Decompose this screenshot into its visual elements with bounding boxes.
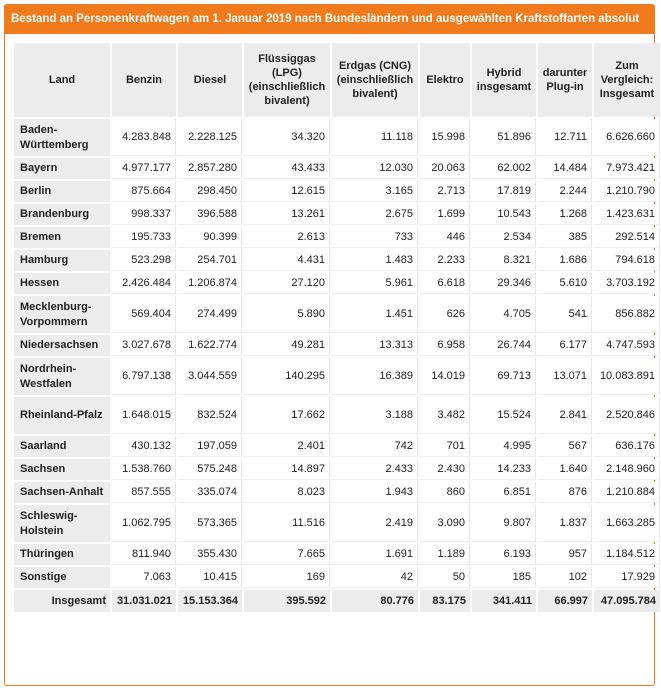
cell-hybrid: 2.534 bbox=[472, 227, 536, 248]
table-row bbox=[14, 158, 660, 179]
cell-lpg: 27.120 bbox=[244, 273, 330, 294]
column-header-insgesamt: Zum Vergleich: Insgesamt bbox=[594, 43, 660, 117]
cell-diesel: 1.622.774 bbox=[178, 335, 242, 356]
cell-diesel: 197.059 bbox=[178, 436, 242, 457]
column-header-lpg: Flüssiggas (LPG) (einschließlich bivalent) bbox=[244, 43, 330, 117]
cell-insgesamt: 2.148.960 bbox=[594, 459, 660, 480]
cell-elektro: 2.233 bbox=[420, 250, 470, 271]
row-label: Niedersachsen bbox=[14, 335, 110, 356]
cell-diesel: 298.450 bbox=[178, 181, 242, 202]
cell-benzin: 811.940 bbox=[112, 544, 176, 565]
cell-plugin: 1.686 bbox=[538, 250, 592, 271]
cell-lpg: 13.261 bbox=[244, 204, 330, 225]
cell-plugin: 876 bbox=[538, 482, 592, 503]
cell-plugin: 385 bbox=[538, 227, 592, 248]
cell-diesel: 355.430 bbox=[178, 544, 242, 565]
cell-cng: 1.451 bbox=[332, 296, 418, 333]
cell-lpg: 49.281 bbox=[244, 335, 330, 356]
cell-benzin: 875.664 bbox=[112, 181, 176, 202]
row-label: Sonstige bbox=[14, 567, 110, 588]
cell-plugin: 567 bbox=[538, 436, 592, 457]
cell-cng: 16.389 bbox=[332, 358, 418, 395]
total-label: Insgesamt bbox=[14, 590, 110, 612]
cell-hybrid: 14.233 bbox=[472, 459, 536, 480]
cell-lpg: 17.662 bbox=[244, 397, 330, 434]
cell-elektro: 6.958 bbox=[420, 335, 470, 356]
column-header-plugin: darunter Plug-in bbox=[538, 43, 592, 117]
cell-hybrid: 29.346 bbox=[472, 273, 536, 294]
row-label: Rheinland-Pfalz bbox=[14, 397, 110, 434]
cell-hybrid: 62.002 bbox=[472, 158, 536, 179]
cell-elektro: 83.175 bbox=[420, 590, 470, 612]
cell-benzin: 6.797.138 bbox=[112, 358, 176, 395]
table-row bbox=[14, 227, 660, 248]
cell-lpg: 12.615 bbox=[244, 181, 330, 202]
cell-hybrid: 8.321 bbox=[472, 250, 536, 271]
column-header-land: Land bbox=[14, 43, 110, 117]
table-row bbox=[14, 482, 660, 503]
row-label: Hamburg bbox=[14, 250, 110, 271]
row-label: Berlin bbox=[14, 181, 110, 202]
cell-lpg: 11.516 bbox=[244, 505, 330, 542]
cell-insgesamt: 17.929 bbox=[594, 567, 660, 588]
cell-cng: 80.776 bbox=[332, 590, 418, 612]
cell-plugin: 1.268 bbox=[538, 204, 592, 225]
cell-cng: 1.943 bbox=[332, 482, 418, 503]
table-body bbox=[14, 119, 660, 588]
cell-hybrid: 6.193 bbox=[472, 544, 536, 565]
cell-insgesamt: 7.973.421 bbox=[594, 158, 660, 179]
cell-elektro: 3.090 bbox=[420, 505, 470, 542]
table-row bbox=[14, 204, 660, 225]
cell-benzin: 1.538.760 bbox=[112, 459, 176, 480]
cell-cng: 733 bbox=[332, 227, 418, 248]
cell-elektro: 626 bbox=[420, 296, 470, 333]
cell-insgesamt: 10.083.891 bbox=[594, 358, 660, 395]
cell-cng: 13.313 bbox=[332, 335, 418, 356]
table-row bbox=[14, 250, 660, 271]
cell-plugin: 1.837 bbox=[538, 505, 592, 542]
cell-benzin: 430.132 bbox=[112, 436, 176, 457]
cell-diesel: 3.044.559 bbox=[178, 358, 242, 395]
row-label: Saarland bbox=[14, 436, 110, 457]
cell-insgesamt: 2.520.846 bbox=[594, 397, 660, 434]
cell-diesel: 10.415 bbox=[178, 567, 242, 588]
cell-insgesamt: 1.210.790 bbox=[594, 181, 660, 202]
table-panel bbox=[4, 4, 655, 686]
cell-insgesamt: 1.184.512 bbox=[594, 544, 660, 565]
cell-diesel: 573.365 bbox=[178, 505, 242, 542]
cell-plugin: 66.997 bbox=[538, 590, 592, 612]
table-row bbox=[14, 119, 660, 156]
cell-lpg: 2.613 bbox=[244, 227, 330, 248]
cell-cng: 3.165 bbox=[332, 181, 418, 202]
cell-cng: 1.483 bbox=[332, 250, 418, 271]
cell-insgesamt: 1.210.884 bbox=[594, 482, 660, 503]
cell-lpg: 4.431 bbox=[244, 250, 330, 271]
total-row bbox=[14, 590, 660, 612]
cell-cng: 2.433 bbox=[332, 459, 418, 480]
cell-benzin: 1.062.795 bbox=[112, 505, 176, 542]
cell-benzin: 2.426.484 bbox=[112, 273, 176, 294]
cell-hybrid: 341.411 bbox=[472, 590, 536, 612]
row-label: Nordrhein-Westfalen bbox=[14, 358, 110, 395]
row-label: Sachsen bbox=[14, 459, 110, 480]
cell-cng: 12.030 bbox=[332, 158, 418, 179]
cell-hybrid: 17.819 bbox=[472, 181, 536, 202]
cell-elektro: 1.189 bbox=[420, 544, 470, 565]
cell-plugin: 102 bbox=[538, 567, 592, 588]
row-label: Brandenburg bbox=[14, 204, 110, 225]
table-row bbox=[14, 273, 660, 294]
cell-cng: 742 bbox=[332, 436, 418, 457]
cell-diesel: 575.248 bbox=[178, 459, 242, 480]
cell-elektro: 50 bbox=[420, 567, 470, 588]
cell-hybrid: 4.995 bbox=[472, 436, 536, 457]
cell-cng: 3.188 bbox=[332, 397, 418, 434]
cell-hybrid: 6.851 bbox=[472, 482, 536, 503]
column-header-hybrid: Hybrid insgesamt bbox=[472, 43, 536, 117]
cell-plugin: 5.610 bbox=[538, 273, 592, 294]
table-row bbox=[14, 335, 660, 356]
cell-elektro: 2.713 bbox=[420, 181, 470, 202]
row-label: Baden-Württemberg bbox=[14, 119, 110, 156]
cell-lpg: 2.401 bbox=[244, 436, 330, 457]
cell-lpg: 169 bbox=[244, 567, 330, 588]
cell-lpg: 34.320 bbox=[244, 119, 330, 156]
cell-plugin: 541 bbox=[538, 296, 592, 333]
cell-insgesamt: 3.703.192 bbox=[594, 273, 660, 294]
cell-elektro: 2.430 bbox=[420, 459, 470, 480]
cell-benzin: 31.031.021 bbox=[112, 590, 176, 612]
cell-plugin: 13.071 bbox=[538, 358, 592, 395]
cell-insgesamt: 856.882 bbox=[594, 296, 660, 333]
cell-cng: 2.675 bbox=[332, 204, 418, 225]
cell-diesel: 335.074 bbox=[178, 482, 242, 503]
cell-cng: 1.691 bbox=[332, 544, 418, 565]
cell-elektro: 14.019 bbox=[420, 358, 470, 395]
cell-insgesamt: 6.626.660 bbox=[594, 119, 660, 156]
row-label: Schleswig-Holstein bbox=[14, 505, 110, 542]
cell-plugin: 957 bbox=[538, 544, 592, 565]
cell-benzin: 3.027.678 bbox=[112, 335, 176, 356]
cell-cng: 42 bbox=[332, 567, 418, 588]
cell-benzin: 195.733 bbox=[112, 227, 176, 248]
cell-lpg: 5.890 bbox=[244, 296, 330, 333]
table-row bbox=[14, 436, 660, 457]
table-row bbox=[14, 358, 660, 395]
cell-benzin: 7.063 bbox=[112, 567, 176, 588]
row-label: Hessen bbox=[14, 273, 110, 294]
cell-cng: 2.419 bbox=[332, 505, 418, 542]
cell-benzin: 569.404 bbox=[112, 296, 176, 333]
cell-plugin: 1.640 bbox=[538, 459, 592, 480]
cell-hybrid: 26.744 bbox=[472, 335, 536, 356]
cell-plugin: 12.711 bbox=[538, 119, 592, 156]
cell-elektro: 446 bbox=[420, 227, 470, 248]
table-row bbox=[14, 544, 660, 565]
table-title: Bestand an Personenkraftwagen am 1. Januar 2019 nach Bundesländern und ausgewählten Kraftstoffarten absolut bbox=[5, 5, 654, 34]
cell-hybrid: 15.524 bbox=[472, 397, 536, 434]
cell-benzin: 4.977.177 bbox=[112, 158, 176, 179]
cell-elektro: 1.699 bbox=[420, 204, 470, 225]
table-row bbox=[14, 567, 660, 588]
table-row bbox=[14, 459, 660, 480]
cell-diesel: 254.701 bbox=[178, 250, 242, 271]
header-row bbox=[14, 43, 660, 117]
table-row bbox=[14, 397, 660, 434]
cell-cng: 5.961 bbox=[332, 273, 418, 294]
cell-hybrid: 4.705 bbox=[472, 296, 536, 333]
data-table bbox=[12, 41, 661, 614]
cell-lpg: 14.897 bbox=[244, 459, 330, 480]
row-label: Sachsen-Anhalt bbox=[14, 482, 110, 503]
cell-hybrid: 10.543 bbox=[472, 204, 536, 225]
cell-elektro: 3.482 bbox=[420, 397, 470, 434]
row-label: Mecklenburg-Vorpommern bbox=[14, 296, 110, 333]
cell-elektro: 860 bbox=[420, 482, 470, 503]
cell-diesel: 832.524 bbox=[178, 397, 242, 434]
cell-lpg: 8.023 bbox=[244, 482, 330, 503]
table-row bbox=[14, 181, 660, 202]
cell-elektro: 15.998 bbox=[420, 119, 470, 156]
cell-insgesamt: 4.747.593 bbox=[594, 335, 660, 356]
cell-hybrid: 9.807 bbox=[472, 505, 536, 542]
column-header-elektro: Elektro bbox=[420, 43, 470, 117]
cell-elektro: 20.063 bbox=[420, 158, 470, 179]
cell-lpg: 140.295 bbox=[244, 358, 330, 395]
cell-plugin: 2.244 bbox=[538, 181, 592, 202]
cell-plugin: 2.841 bbox=[538, 397, 592, 434]
cell-hybrid: 69.713 bbox=[472, 358, 536, 395]
cell-diesel: 2.228.125 bbox=[178, 119, 242, 156]
cell-insgesamt: 794.618 bbox=[594, 250, 660, 271]
row-label: Thüringen bbox=[14, 544, 110, 565]
cell-elektro: 701 bbox=[420, 436, 470, 457]
cell-benzin: 4.283.848 bbox=[112, 119, 176, 156]
cell-hybrid: 185 bbox=[472, 567, 536, 588]
cell-insgesamt: 292.514 bbox=[594, 227, 660, 248]
cell-diesel: 2.857.280 bbox=[178, 158, 242, 179]
cell-lpg: 43.433 bbox=[244, 158, 330, 179]
cell-benzin: 857.555 bbox=[112, 482, 176, 503]
row-label: Bremen bbox=[14, 227, 110, 248]
cell-insgesamt: 1.423.631 bbox=[594, 204, 660, 225]
cell-benzin: 1.648.015 bbox=[112, 397, 176, 434]
cell-benzin: 523.298 bbox=[112, 250, 176, 271]
row-label: Bayern bbox=[14, 158, 110, 179]
cell-insgesamt: 1.663.285 bbox=[594, 505, 660, 542]
table-row bbox=[14, 505, 660, 542]
cell-diesel: 1.206.874 bbox=[178, 273, 242, 294]
cell-elektro: 6.618 bbox=[420, 273, 470, 294]
column-header-diesel: Diesel bbox=[178, 43, 242, 117]
cell-plugin: 6.177 bbox=[538, 335, 592, 356]
cell-lpg: 7.665 bbox=[244, 544, 330, 565]
cell-insgesamt: 636.176 bbox=[594, 436, 660, 457]
cell-hybrid: 51.896 bbox=[472, 119, 536, 156]
cell-cng: 11.118 bbox=[332, 119, 418, 156]
cell-insgesamt: 47.095.784 bbox=[594, 590, 660, 612]
cell-diesel: 90.399 bbox=[178, 227, 242, 248]
cell-diesel: 274.499 bbox=[178, 296, 242, 333]
cell-diesel: 396.588 bbox=[178, 204, 242, 225]
column-header-cng: Erdgas (CNG) (einschließlich bivalent) bbox=[332, 43, 418, 117]
cell-lpg: 395.592 bbox=[244, 590, 330, 612]
cell-diesel: 15.153.364 bbox=[178, 590, 242, 612]
column-header-benzin: Benzin bbox=[112, 43, 176, 117]
table-row bbox=[14, 296, 660, 333]
cell-benzin: 998.337 bbox=[112, 204, 176, 225]
cell-plugin: 14.484 bbox=[538, 158, 592, 179]
